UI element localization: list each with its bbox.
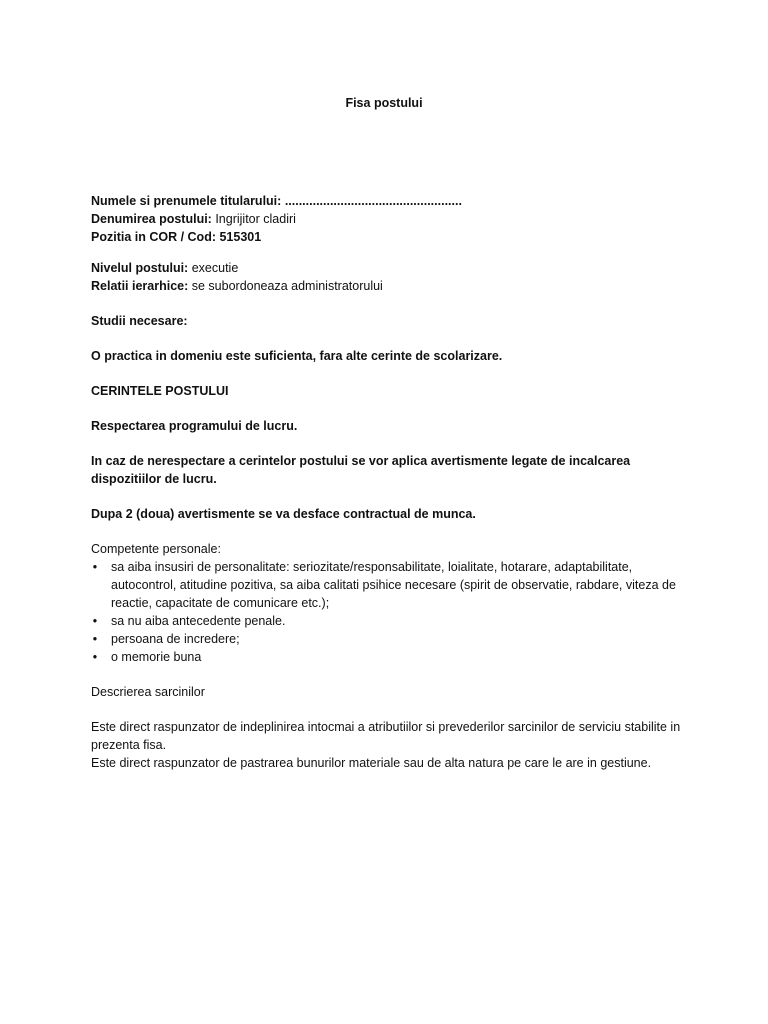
field-nume-label: Numele si prenumele titularului: xyxy=(91,194,282,208)
list-item xyxy=(91,630,681,648)
field-relatii-label: Relatii ierarhice: xyxy=(91,279,189,293)
competente-item-text: persoana de incredere; xyxy=(111,632,240,646)
studii-heading: Studii necesare: xyxy=(91,314,188,328)
cerinte-paragraph-3: Dupa 2 (doua) avertismente se va desface contractual de munca. xyxy=(91,507,476,521)
cerinte-paragraph-2: In caz de nerespectare a cerintelor postului se vor aplica avertismente legate de incalcarea dispozitiilor de lucru. xyxy=(91,454,631,486)
list-item xyxy=(91,612,681,630)
bullet-icon: • xyxy=(92,614,98,628)
list-item xyxy=(91,648,681,666)
field-denumire xyxy=(91,210,681,228)
field-denumire-value: Ingrijitor cladiri xyxy=(215,212,296,226)
field-nume xyxy=(91,192,681,210)
list-item xyxy=(91,558,681,612)
bullet-icon: • xyxy=(92,560,98,574)
competente-item-text: sa nu aiba antecedente penale. xyxy=(111,614,286,628)
bullet-icon: • xyxy=(92,650,98,664)
document-title: Fisa postului xyxy=(345,96,423,110)
competente-item-text: sa aiba insusiri de personalitate: seriozitate/responsabilitate, loialitate, hotarare, adaptabilitate, autocontrol, atitudine pozitiva, sa aiba calitati psihice necesare (spirit de observatie, rabdare, viteza de reactie, capacitate de comunicare etc.); xyxy=(111,560,676,610)
cerinte-paragraph-1: Respectarea programului de lucru. xyxy=(91,419,298,433)
studii-text: O practica in domeniu este suficienta, fara alte cerinte de scolarizare. xyxy=(91,349,503,363)
competente-heading: Competente personale: xyxy=(91,542,221,556)
field-nume-value: ................................................... xyxy=(284,194,462,208)
field-cor-value: 515301 xyxy=(219,230,262,244)
bullet-icon: • xyxy=(92,632,98,646)
sarcini-paragraph-2: Este direct raspunzator de pastrarea bunurilor materiale sau de alta natura pe care le are in gestiune. xyxy=(91,756,652,770)
sarcini-paragraph-1: Este direct raspunzator de indeplinirea intocmai a atributiilor si prevederilor sarcinilor de serviciu stabilite in prezenta fisa. xyxy=(91,720,681,752)
field-cor-label: Pozitia in COR / Cod: xyxy=(91,230,216,244)
field-denumire-label: Denumirea postului: xyxy=(91,212,212,226)
competente-item-text: o memorie buna xyxy=(111,650,202,664)
document-body xyxy=(91,192,681,772)
field-cor xyxy=(91,228,681,246)
field-nivel-label: Nivelul postului: xyxy=(91,261,189,275)
sarcini-heading: Descrierea sarcinilor xyxy=(91,685,205,699)
field-nivel xyxy=(91,259,681,277)
field-relatii-value: se subordoneaza administratorului xyxy=(191,279,383,293)
competente-list xyxy=(91,558,681,666)
cerinte-heading: CERINTELE POSTULUI xyxy=(91,384,229,398)
field-nivel-value: executie xyxy=(191,261,239,275)
field-relatii xyxy=(91,277,681,295)
